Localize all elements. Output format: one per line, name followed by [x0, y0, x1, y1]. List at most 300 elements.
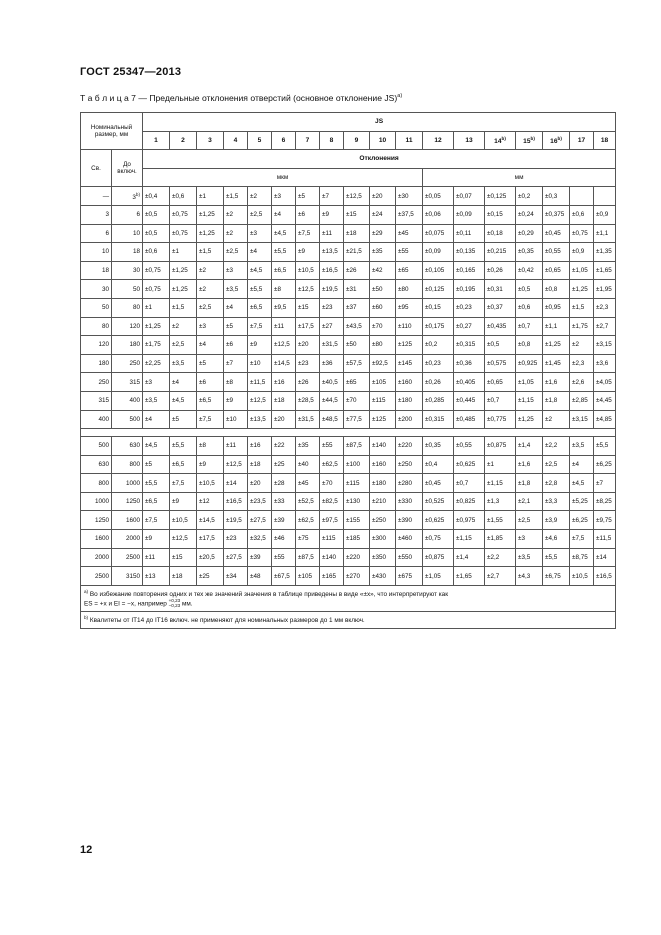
table-row	[81, 511, 616, 530]
size-to-value: 50	[133, 285, 141, 293]
deviation-cell: ±65	[344, 373, 370, 392]
deviation-cell: ±6	[224, 336, 248, 355]
deviation-cell: ±55	[320, 437, 344, 456]
size-to-cell	[112, 548, 143, 567]
size-to-cell	[112, 187, 143, 206]
deviation-cell: ±12,5	[296, 280, 320, 299]
deviation-cell: ±7,5	[197, 410, 224, 429]
grade-label: 17	[577, 136, 586, 144]
deviation-cell: ±1,4	[516, 437, 543, 456]
deviation-cell: ±1,8	[516, 474, 543, 493]
deviation-cell: ±3,15	[570, 410, 594, 429]
grade-header-2	[170, 131, 197, 150]
deviation-cell: ±40,5	[320, 373, 344, 392]
deviation-cell: ±10,5	[197, 474, 224, 493]
deviation-cell: ±1,8	[543, 391, 570, 410]
deviation-cell: ±0,8	[543, 280, 570, 299]
deviation-cell: ±0,625	[423, 511, 454, 530]
deviation-cell: ±5	[170, 410, 197, 429]
deviation-cell: ±0,37	[485, 298, 516, 317]
deviation-cell: ±0,75	[170, 205, 197, 224]
size-from-cell: 50	[81, 298, 112, 317]
deviation-cell: ±12	[197, 492, 224, 511]
deviation-cell: ±29	[370, 224, 396, 243]
deviation-cell: ±62,5	[296, 511, 320, 530]
from-header: Св.	[81, 150, 112, 187]
deviation-cell: ±13	[143, 567, 170, 586]
deviation-cell: ±1,45	[543, 354, 570, 373]
deviation-cell: ±1,25	[170, 261, 197, 280]
deviation-cell: ±180	[370, 474, 396, 493]
deviation-cell: ±125	[396, 336, 423, 355]
size-to-cell	[112, 492, 143, 511]
deviation-cell: ±97,5	[320, 511, 344, 530]
size-to-cell	[112, 511, 143, 530]
footnote-a-unit: мм.	[180, 600, 193, 608]
deviation-cell: ±2	[224, 224, 248, 243]
unit-mm-header: мм	[423, 168, 616, 187]
deviation-cell: ±140	[370, 437, 396, 456]
deviation-cell: ±4,5	[272, 224, 296, 243]
deviation-cell: ±20,5	[197, 548, 224, 567]
size-from-cell: 1000	[81, 492, 112, 511]
size-to-value: 2500	[126, 553, 141, 561]
deviation-cell: ±0,35	[423, 437, 454, 456]
grade-header-4	[224, 131, 248, 150]
deviation-cell: ±0,55	[543, 243, 570, 262]
deviation-cell: ±180	[396, 391, 423, 410]
deviation-cell: ±60	[370, 298, 396, 317]
deviation-cell: ±3,5	[143, 391, 170, 410]
to-header: До включ.	[112, 150, 143, 187]
deviation-cell: ±4	[224, 298, 248, 317]
size-from-cell: 500	[81, 437, 112, 456]
size-to-cell	[112, 224, 143, 243]
table-row	[81, 298, 616, 317]
deviation-cell: ±3	[272, 187, 296, 206]
deviation-cell: ±2	[197, 280, 224, 299]
grade-header-8	[320, 131, 344, 150]
deviation-cell: ±0,445	[454, 391, 485, 410]
deviation-cell: ±3,3	[543, 492, 570, 511]
deviation-cell: ±9	[143, 530, 170, 549]
deviation-cell: ±0,05	[423, 187, 454, 206]
deviation-cell: ±330	[396, 492, 423, 511]
deviation-cell: ±0,4	[143, 187, 170, 206]
deviation-cell: ±1,25	[170, 280, 197, 299]
size-to-value: 1000	[126, 479, 141, 487]
deviation-cell: ±1,1	[594, 224, 616, 243]
deviation-cell: ±1	[170, 243, 197, 262]
deviation-cell: ±1,35	[594, 243, 616, 262]
deviation-cell: ±15	[344, 205, 370, 224]
deviation-cell: ±6,25	[570, 511, 594, 530]
grade-header-16	[543, 131, 570, 150]
deviation-cell: ±4,5	[170, 391, 197, 410]
deviation-cell: ±0,975	[454, 511, 485, 530]
deviation-cell: ±4	[170, 373, 197, 392]
deviation-cell: ±3,6	[594, 354, 616, 373]
table-row	[81, 317, 616, 336]
deviation-cell: ±0,11	[454, 224, 485, 243]
deviation-cell: ±1,55	[485, 511, 516, 530]
deviation-cell: ±2,2	[543, 437, 570, 456]
deviation-cell: ±7,5	[570, 530, 594, 549]
size-to-value: 18	[133, 248, 141, 256]
deviation-cell: ±2,5	[197, 298, 224, 317]
nominal-size-header: Номинальный размер, мм	[81, 113, 143, 150]
grade-label: 10	[378, 136, 387, 144]
deviation-cell: ±0,65	[485, 373, 516, 392]
deviation-cell: ±70	[370, 317, 396, 336]
deviation-cell: ±2,25	[143, 354, 170, 373]
size-to-cell	[112, 243, 143, 262]
footnote-a-text: Во избежание повторения одних и тех же значений значения в таблице приведены в виде «±x», что интерпретируют как	[89, 590, 449, 598]
deviation-cell: ±10,5	[296, 261, 320, 280]
grade-label: 14	[494, 138, 502, 146]
deviation-cell: ±9	[320, 205, 344, 224]
deviation-cell: ±0,405	[454, 373, 485, 392]
deviation-cell: ±6,75	[543, 567, 570, 586]
grade-label: 16	[550, 138, 558, 146]
deviation-cell: ±0,24	[516, 205, 543, 224]
deviation-cell: ±3	[224, 261, 248, 280]
deviation-cell: ±3	[516, 530, 543, 549]
table-row	[81, 373, 616, 392]
deviation-cell: ±2,3	[594, 298, 616, 317]
size-from-cell: 2000	[81, 548, 112, 567]
deviation-cell: ±15	[296, 298, 320, 317]
deviation-cell: ±0,23	[454, 298, 485, 317]
deviation-cell: ±8,25	[594, 492, 616, 511]
deviation-cell: ±9	[224, 391, 248, 410]
deviation-cell: ±0,7	[485, 391, 516, 410]
deviation-cell: ±0,29	[516, 224, 543, 243]
deviation-cell: ±11	[143, 548, 170, 567]
table-row	[81, 530, 616, 549]
deviation-cell: ±0,525	[423, 492, 454, 511]
deviation-cell: ±0,27	[454, 317, 485, 336]
deviation-cell: ±1,25	[197, 205, 224, 224]
deviation-cell: ±2,7	[594, 317, 616, 336]
size-to-cell	[112, 317, 143, 336]
deviation-cell: ±220	[396, 437, 423, 456]
deviation-cell: ±0,7	[516, 317, 543, 336]
deviation-cell: ±0,875	[485, 437, 516, 456]
deviation-cell: ±16	[248, 437, 272, 456]
deviation-cell: ±1,85	[485, 530, 516, 549]
deviation-cell: ±9,75	[594, 511, 616, 530]
deviation-cell: ±2,5	[224, 243, 248, 262]
size-from-cell: —	[81, 187, 112, 206]
grade-header-12	[423, 131, 454, 150]
deviation-cell: ±0,925	[516, 354, 543, 373]
deviation-cell: ±35	[296, 437, 320, 456]
deviation-cell: ±95	[396, 298, 423, 317]
deviation-cell: ±2,2	[485, 548, 516, 567]
size-to-value: 180	[129, 341, 141, 349]
table-row	[81, 492, 616, 511]
deviation-cell: ±6,5	[272, 261, 296, 280]
deviation-cell: ±100	[344, 455, 370, 474]
deviation-cell: ±23,5	[248, 492, 272, 511]
deviation-cell: ±4,85	[594, 410, 616, 429]
deviation-cell: ±4,5	[143, 437, 170, 456]
size-from-cell: 30	[81, 280, 112, 299]
grade-header-3	[197, 131, 224, 150]
deviation-cell: ±115	[344, 474, 370, 493]
deviation-cell: ±32,5	[248, 530, 272, 549]
deviation-cell: ±12,5	[224, 455, 248, 474]
table-row	[81, 261, 616, 280]
deviation-cell: ±23	[320, 298, 344, 317]
deviation-cell: ±0,125	[485, 187, 516, 206]
deviation-cell: ±44,5	[320, 391, 344, 410]
table-row	[81, 187, 616, 206]
deviation-cell: ±0,6	[143, 243, 170, 262]
size-footnote-mark: b)	[135, 192, 141, 198]
deviation-cell: ±16	[272, 373, 296, 392]
deviation-cell: ±10	[224, 410, 248, 429]
table-row	[81, 567, 616, 586]
deviation-cell: ±270	[344, 567, 370, 586]
deviation-cell: ±2	[197, 261, 224, 280]
deviation-cell: ±7	[320, 187, 344, 206]
deviation-cell: ±1,65	[454, 567, 485, 586]
deviation-cell: ±0,2	[516, 187, 543, 206]
size-to-cell	[112, 336, 143, 355]
footnote-a-example-upper: +0,23	[168, 598, 181, 604]
deviation-cell: ±18	[344, 224, 370, 243]
deviation-cell: ±0,9	[570, 243, 594, 262]
deviation-cell: ±28	[272, 474, 296, 493]
grade-header-13	[454, 131, 485, 150]
deviation-cell: ±8	[224, 373, 248, 392]
deviation-cell: ±0,09	[454, 205, 485, 224]
deviation-cell: ±1,65	[594, 261, 616, 280]
deviation-cell: ±0,26	[485, 261, 516, 280]
table-row	[81, 280, 616, 299]
deviation-cell: ±26	[296, 373, 320, 392]
size-to-cell	[112, 410, 143, 429]
deviation-cell: ±105	[296, 567, 320, 586]
deviation-cell: ±300	[370, 530, 396, 549]
size-to-cell	[112, 391, 143, 410]
deviation-cell: ±2	[248, 187, 272, 206]
deviation-cell: ±0,105	[423, 261, 454, 280]
size-from-cell: 315	[81, 391, 112, 410]
deviation-cell: ±1,25	[543, 336, 570, 355]
deviation-cell: ±0,315	[423, 410, 454, 429]
deviation-cell: ±2,85	[570, 391, 594, 410]
deviation-cell: ±21,5	[344, 243, 370, 262]
deviation-cell: ±5,5	[543, 548, 570, 567]
size-from-cell: 120	[81, 336, 112, 355]
deviation-cell: ±2,5	[543, 455, 570, 474]
deviation-cell: ±0,06	[423, 205, 454, 224]
deviation-cell: ±30	[396, 187, 423, 206]
deviation-cell: ±0,42	[516, 261, 543, 280]
deviation-cell: ±5	[143, 455, 170, 474]
deviation-cell: ±5,25	[570, 492, 594, 511]
table-row	[81, 391, 616, 410]
deviation-cell: ±2	[543, 410, 570, 429]
grade-label: 13	[465, 136, 473, 144]
deviation-cell: ±6,25	[594, 455, 616, 474]
deviation-cell: ±200	[396, 410, 423, 429]
grade-label: 6	[281, 136, 286, 144]
deviation-cell: ±37,5	[396, 205, 423, 224]
deviation-cell: ±220	[344, 548, 370, 567]
deviation-cell: ±0,45	[543, 224, 570, 243]
deviation-cell: ±20	[296, 336, 320, 355]
deviation-cell: ±210	[370, 492, 396, 511]
deviation-cell: ±145	[396, 354, 423, 373]
deviation-cell: ±0,26	[423, 373, 454, 392]
deviation-cell: ±115	[320, 530, 344, 549]
deviation-cell: ±9	[296, 243, 320, 262]
deviation-cell: ±11	[272, 317, 296, 336]
deviation-cell: ±14	[224, 474, 248, 493]
deviation-cell: ±1	[485, 455, 516, 474]
deviation-cell: ±0,165	[454, 261, 485, 280]
deviation-cell: ±2,5	[516, 511, 543, 530]
size-to-value: 500	[129, 415, 141, 423]
deviation-cell: ±0,55	[454, 437, 485, 456]
deviation-cell: ±35	[370, 243, 396, 262]
document-header: ГОСТ 25347—2013	[80, 66, 182, 78]
deviation-cell: ±0,6	[570, 205, 594, 224]
deviation-cell: ±4,05	[594, 373, 616, 392]
deviation-cell: ±1,15	[485, 474, 516, 493]
grade-label: 12	[434, 136, 442, 144]
size-to-cell	[112, 474, 143, 493]
grade-header-14	[485, 131, 516, 150]
deviation-cell: ±2,5	[248, 205, 272, 224]
deviation-cell: ±18	[170, 567, 197, 586]
size-from-cell: 10	[81, 243, 112, 262]
deviation-cell: ±0,875	[423, 548, 454, 567]
deviation-cell: ±0,3	[543, 187, 570, 206]
deviation-cell: ±280	[396, 474, 423, 493]
deviation-cell: ±55	[396, 243, 423, 262]
grade-header-row	[81, 131, 616, 150]
deviation-cell: ±125	[370, 410, 396, 429]
deviation-cell: ±7	[224, 354, 248, 373]
size-to-cell	[112, 455, 143, 474]
deviation-cell: ±77,5	[344, 410, 370, 429]
deviation-cell: ±0,15	[485, 205, 516, 224]
deviation-cell: ±5	[224, 317, 248, 336]
deviation-cell: ±0,23	[423, 354, 454, 373]
deviation-cell: ±27	[320, 317, 344, 336]
deviation-cell: ±2	[224, 205, 248, 224]
footnote-a-example	[169, 599, 181, 609]
deviation-cell: ±0,18	[485, 224, 516, 243]
deviation-cell: ±5,5	[248, 280, 272, 299]
deviation-cell: ±0,5	[143, 224, 170, 243]
grade-header-17	[570, 131, 594, 150]
deviation-cell: ±22	[272, 437, 296, 456]
deviation-cell: ±48,5	[320, 410, 344, 429]
deviation-cell	[570, 187, 594, 206]
deviation-cell: ±7,5	[248, 317, 272, 336]
deviation-cell: ±80	[370, 336, 396, 355]
deviation-cell: ±1,1	[543, 317, 570, 336]
deviation-cell: ±0,195	[454, 280, 485, 299]
deviation-cell: ±70	[344, 391, 370, 410]
deviation-cell: ±17,5	[296, 317, 320, 336]
deviation-cell: ±105	[370, 373, 396, 392]
deviation-cell: ±0,31	[485, 280, 516, 299]
deviation-cell: ±0,8	[516, 336, 543, 355]
deviation-cell: ±1,6	[516, 455, 543, 474]
deviation-cell: ±45	[396, 224, 423, 243]
deviation-cell: ±1,5	[570, 298, 594, 317]
deviation-cell: ±17,5	[197, 530, 224, 549]
deviation-cell: ±1,75	[570, 317, 594, 336]
grade-label: 11	[405, 136, 413, 144]
table-row	[81, 336, 616, 355]
deviation-cell: ±250	[370, 511, 396, 530]
table-row	[81, 410, 616, 429]
grade-header-10	[370, 131, 396, 150]
deviation-cell: ±0,4	[423, 455, 454, 474]
tolerance-table	[80, 112, 616, 629]
deviation-cell: ±6,5	[143, 492, 170, 511]
deviation-cell: ±0,5	[516, 280, 543, 299]
size-to-value: 315	[129, 378, 141, 386]
deviation-cell: ±15	[170, 548, 197, 567]
footnote-a-mark: а)	[84, 588, 89, 594]
deviation-cell: ±2	[570, 336, 594, 355]
deviation-cell: ±4	[272, 205, 296, 224]
size-to-value: 1250	[126, 498, 141, 506]
deviation-cell: ±1,4	[454, 548, 485, 567]
deviation-cell: ±12,5	[248, 391, 272, 410]
size-to-value: 30	[133, 267, 141, 275]
deviation-cell: ±50	[344, 336, 370, 355]
deviation-cell: ±1,15	[516, 391, 543, 410]
deviation-cell: ±0,485	[454, 410, 485, 429]
size-to-cell	[112, 205, 143, 224]
size-from-cell: 3	[81, 205, 112, 224]
deviation-cell: ±2,7	[485, 567, 516, 586]
deviation-cell: ±0,215	[485, 243, 516, 262]
size-to-value: 80	[133, 304, 141, 312]
deviation-cell: ±1	[143, 298, 170, 317]
deviation-cell: ±27,5	[224, 548, 248, 567]
grade-label: 3	[208, 136, 212, 144]
deviation-cell: ±7,5	[143, 511, 170, 530]
deviation-cell: ±14	[594, 548, 616, 567]
grade-footnote-mark: b)	[557, 136, 562, 142]
deviation-cell: ±0,36	[454, 354, 485, 373]
deviation-cell: ±7,5	[296, 224, 320, 243]
deviation-cell: ±4	[197, 336, 224, 355]
size-to-cell	[112, 437, 143, 456]
deviation-cell: ±0,435	[485, 317, 516, 336]
deviation-cell: ±3,5	[570, 437, 594, 456]
deviation-cell: ±16,5	[224, 492, 248, 511]
deviation-cell: ±4	[570, 455, 594, 474]
grade-header-5	[248, 131, 272, 150]
size-to-value: 630	[129, 442, 141, 450]
deviation-cell: ±14,5	[272, 354, 296, 373]
deviation-cell: ±9,5	[272, 298, 296, 317]
deviation-cell: ±18	[272, 391, 296, 410]
footnote-a	[81, 585, 616, 612]
